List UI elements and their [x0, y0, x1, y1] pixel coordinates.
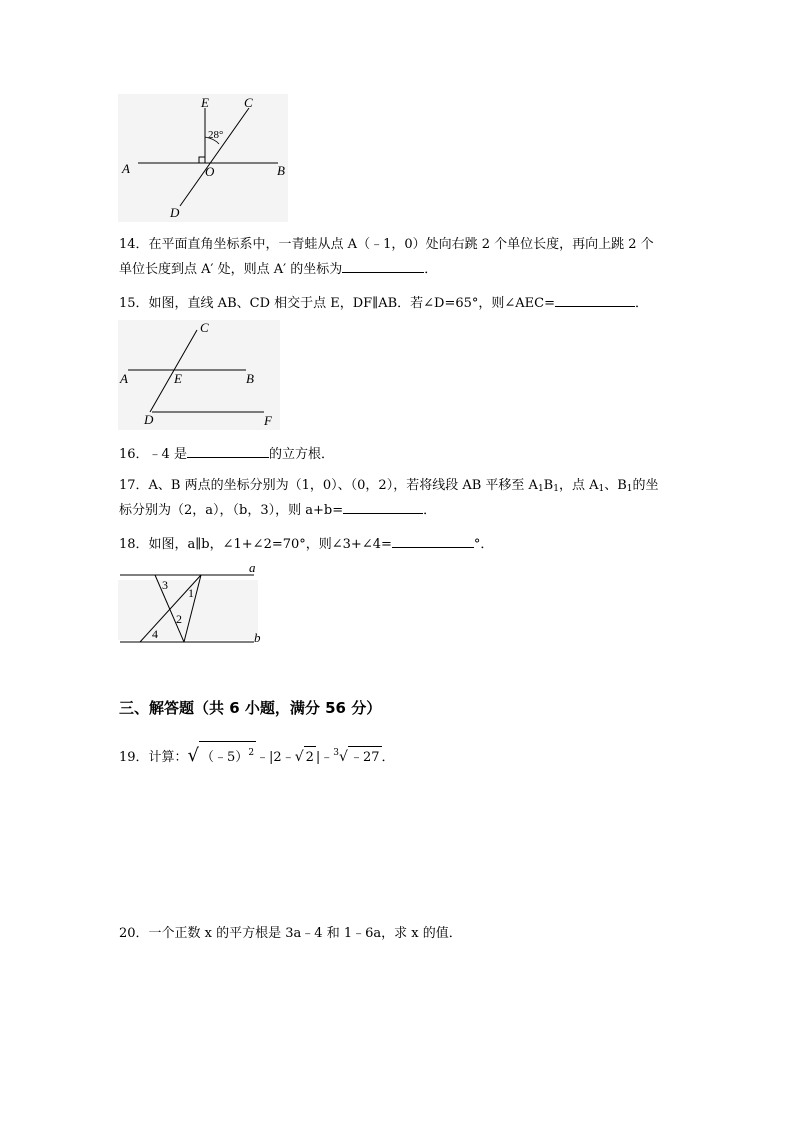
sqrt-icon: √ [187, 745, 200, 766]
cube-root-index: 3 [333, 748, 340, 758]
label-D: D [170, 205, 180, 220]
figure-q13 [118, 94, 288, 222]
label-a: a [249, 560, 256, 575]
q14-end: ． [424, 262, 438, 277]
answer-blank-17[interactable] [343, 499, 423, 514]
figure-q18 [118, 560, 268, 650]
q17-text-e: 的坐 [632, 478, 659, 493]
question-19 [119, 741, 395, 766]
question-17-line1 [119, 477, 659, 498]
q19-prefix: 19．计算： [119, 750, 188, 765]
angle-label: 28° [208, 129, 224, 141]
question-18 [119, 533, 493, 554]
label-E: E [174, 371, 182, 386]
angle-1: 1 [188, 586, 194, 600]
q18-end: °． [473, 537, 494, 552]
label-C: C [200, 320, 209, 335]
q17-sub: 1 [537, 484, 544, 494]
q17-sub: 1 [626, 484, 633, 494]
label-B: B [246, 371, 254, 386]
sqrt-icon: √ [339, 749, 348, 765]
q17-sub: 1 [598, 484, 605, 494]
radicand-2: 2 [304, 746, 316, 769]
q17-text-d: 、B [604, 478, 627, 493]
section-3-title: 三、解答题（共 6 小题，满分 56 分） [119, 699, 382, 717]
angle-4: 4 [152, 627, 158, 641]
question-14-line2 [119, 258, 437, 279]
q17-sub: 1 [553, 484, 559, 494]
question-17-line2 [119, 499, 436, 520]
angle-3: 3 [162, 578, 168, 592]
q16-pre: 16．﹣4 是 [119, 447, 187, 462]
q14-text-1: 14．在平面直角坐标系中，一青蛙从点 A（﹣1，0）处向右跳 2 个单位长度，再向上跳 2 个 [119, 237, 654, 252]
radicand-1 [199, 741, 256, 769]
q15-text: 15．如图，直线 AB、CD 相交于点 E，DF∥AB．若∠D=65°，则∠AEC= [119, 296, 555, 311]
q18-text: 18．如图，a∥b，∠1+∠2=70°，则∠3+∠4= [119, 537, 392, 552]
q16-post: 的立方根． [268, 447, 334, 462]
q19-radicand: （﹣5） [201, 750, 249, 765]
q19-mid2: |﹣ [315, 750, 334, 765]
figure-q15 [118, 320, 280, 430]
q14-text-2: 单位长度到点 A′ 处，则点 A′ 的坐标为 [119, 262, 343, 277]
angle-2: 2 [176, 612, 182, 626]
question-16 [119, 443, 334, 464]
q17-end: ． [423, 503, 437, 518]
q17-text-b: B [543, 478, 554, 493]
label-A: A [122, 161, 130, 176]
label-A: A [120, 371, 128, 386]
answer-blank-16[interactable] [187, 443, 269, 458]
answer-blank-18[interactable] [392, 533, 474, 548]
question-20: 20．一个正数 x 的平方根是 3a﹣4 和 1﹣6a，求 x 的值． [119, 926, 462, 941]
answer-blank-14[interactable] [342, 258, 424, 273]
label-D: D [144, 412, 154, 427]
sqrt-icon: √ [294, 749, 304, 765]
question-15 [119, 292, 648, 313]
label-b: b [254, 630, 261, 645]
q15-end: ． [635, 296, 649, 311]
answer-blank-15[interactable] [555, 292, 635, 307]
radicand-3: ﹣27 [348, 746, 382, 769]
q17-text-a: 17．A、B 两点的坐标分别为（1，0）、（0，2），若将线段 AB 平移至 A [119, 478, 538, 493]
q17-text-2: 标分别为（2，a），（b，3），则 a+b= [119, 503, 344, 518]
label-F: F [264, 413, 272, 428]
q19-end: ． [381, 750, 395, 765]
label-B: B [277, 163, 285, 178]
label-O: O [205, 164, 215, 179]
q19-exponent: 2 [248, 748, 255, 758]
q17-text-c: ，点 A [558, 478, 599, 493]
question-14-line1 [119, 236, 654, 254]
label-C: C [244, 95, 253, 110]
label-E: E [201, 95, 209, 110]
q19-mid1: ﹣|2﹣ [256, 750, 295, 765]
